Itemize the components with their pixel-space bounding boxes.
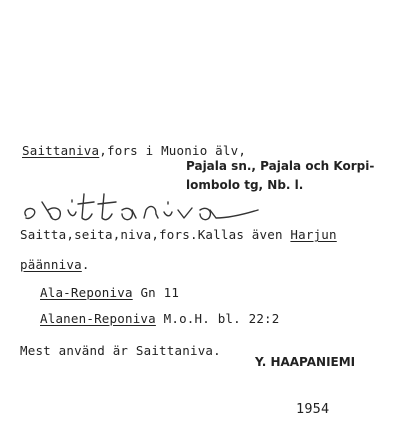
etymology-continuation <box>20 257 90 272</box>
reference-1-name: Ala-Reponiva <box>40 285 133 300</box>
location-line-2: lombolo tg, Nb. l. <box>186 178 304 192</box>
alt-name-part-2: päänniva <box>20 257 82 272</box>
reference-2-source: M.o.H. bl. 22:2 <box>155 311 280 326</box>
handwritten-signature <box>20 188 265 228</box>
headline-description: ,fors i Muonio älv, <box>99 143 247 158</box>
reference-1 <box>40 285 179 300</box>
etymology-text: Saitta,seita,niva,fors.Kallas även <box>20 227 291 242</box>
headline <box>22 143 246 158</box>
location-line-1: Pajala sn., Pajala och Korpi- <box>186 159 375 173</box>
alt-name-end: . <box>81 257 90 272</box>
reference-2 <box>40 311 280 326</box>
year: 1954 <box>296 401 330 417</box>
reference-1-source: Gn 11 <box>132 285 180 300</box>
alt-name-part-1: Harjun <box>290 227 337 242</box>
reference-2-name: Alanen-Reponiva <box>40 311 156 326</box>
etymology-line <box>20 227 337 242</box>
usage-note: Mest använd är Saittaniva. <box>20 343 221 358</box>
collector-name: Y. HAAPANIEMI <box>255 355 356 369</box>
headword: Saittaniva <box>22 143 100 158</box>
